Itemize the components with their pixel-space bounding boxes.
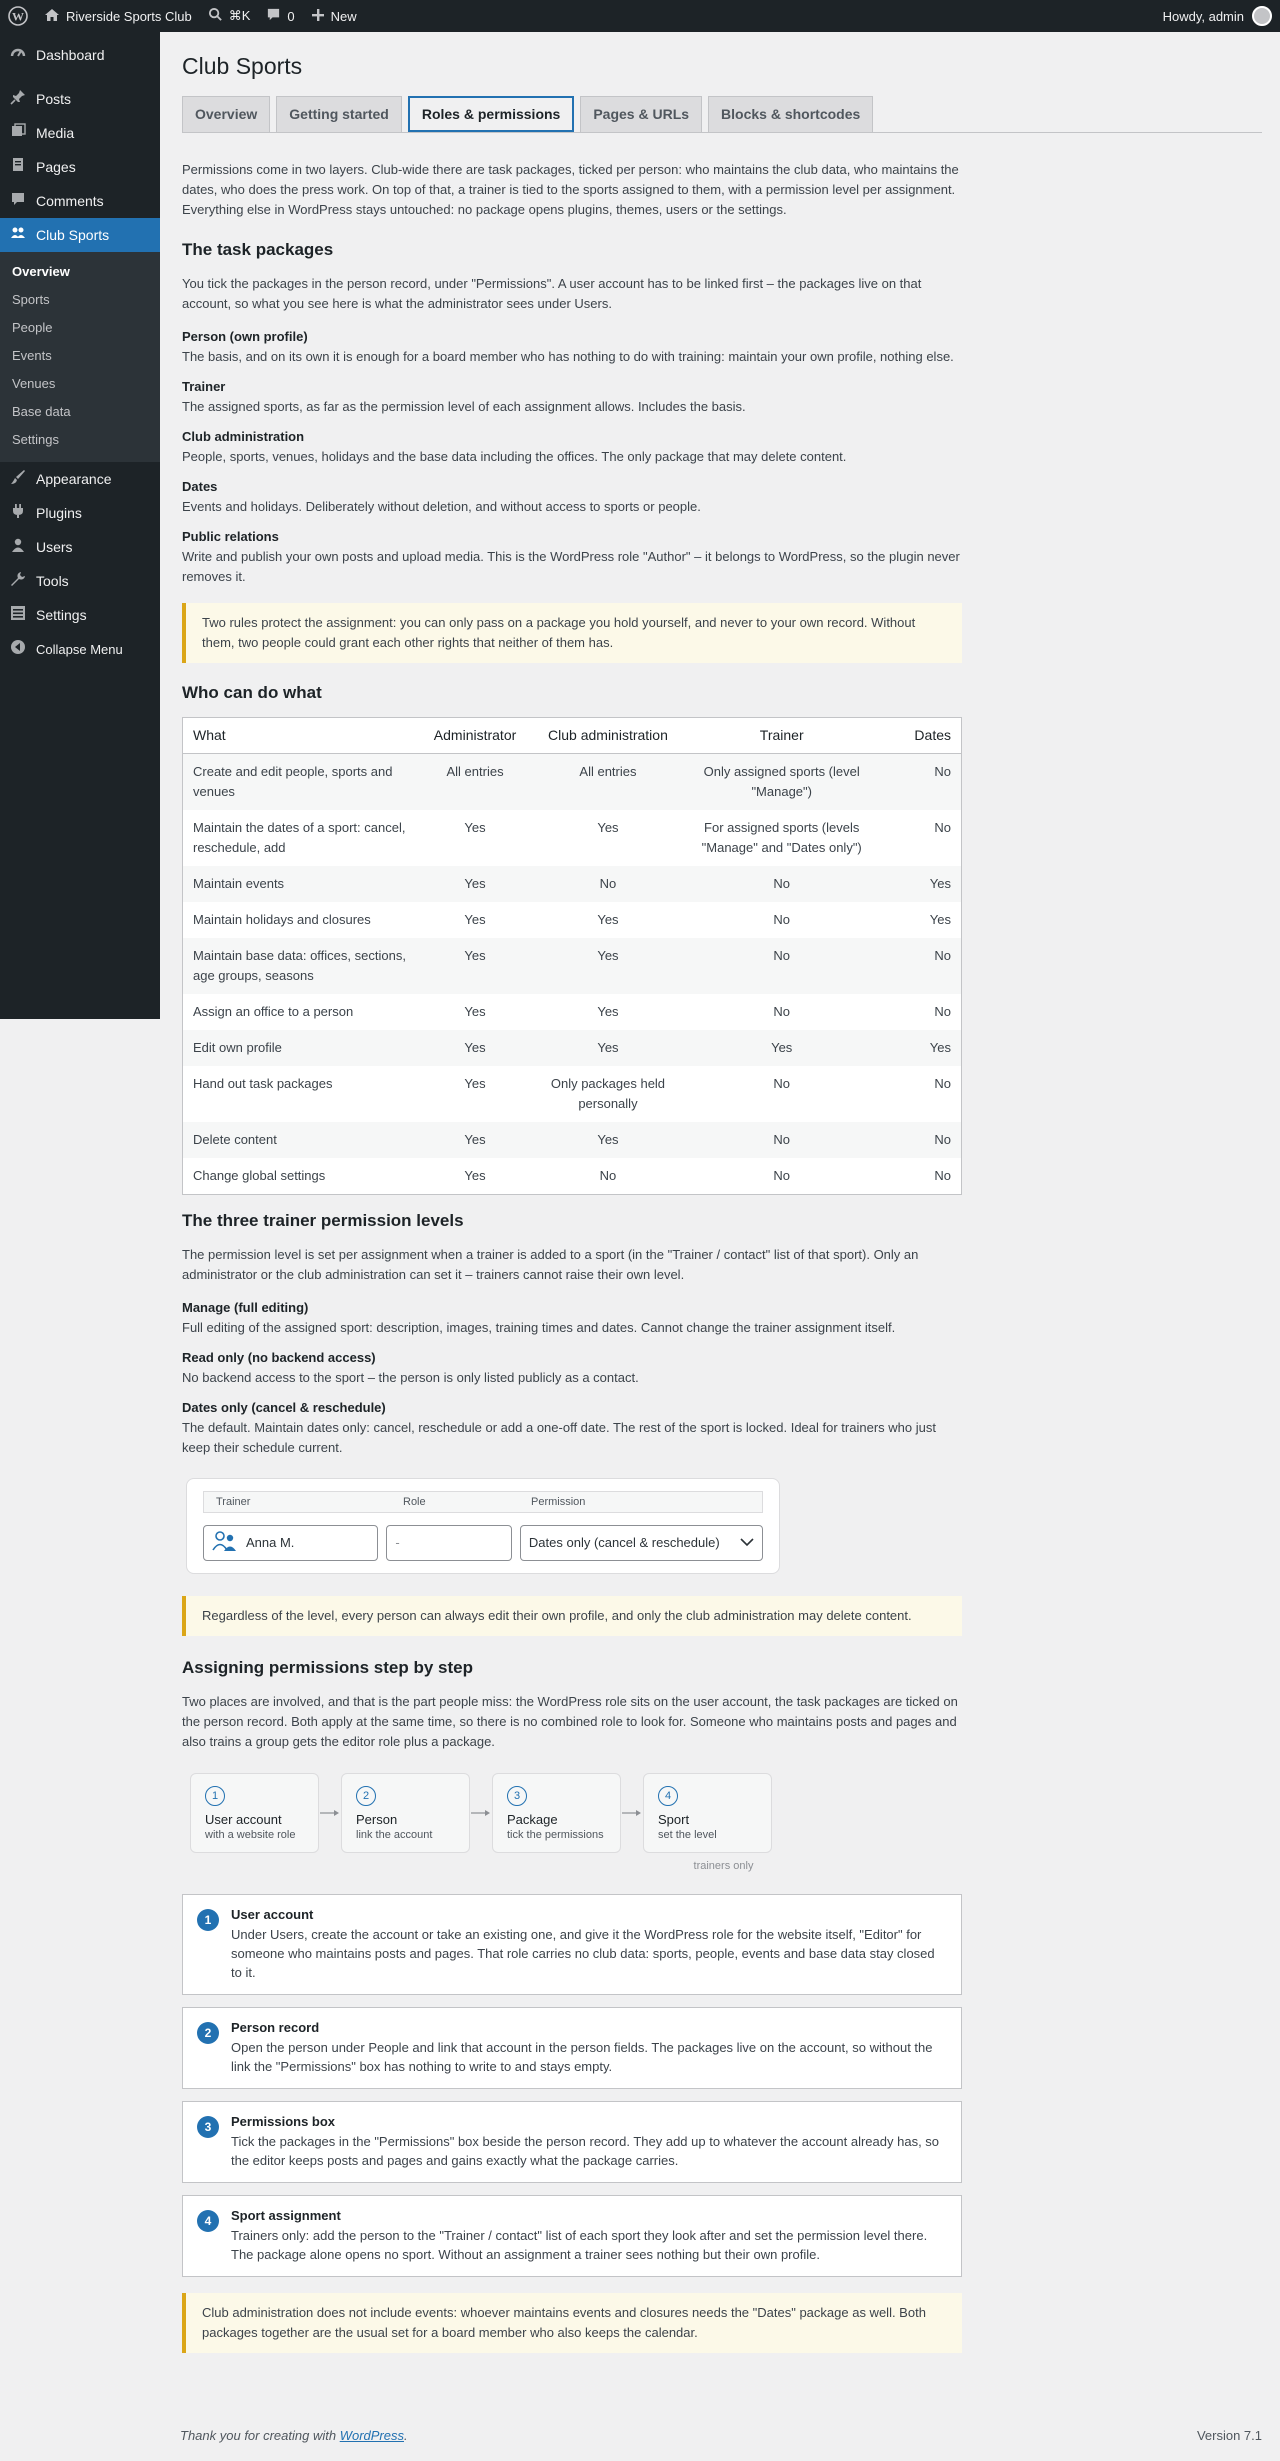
arrow-right-icon — [621, 1773, 643, 1853]
step-card-number: 3 — [197, 2116, 219, 2138]
plug-icon — [8, 503, 28, 523]
pin-icon — [8, 89, 28, 109]
table-cell: Yes — [534, 1122, 682, 1158]
col-trainer: Trainer — [682, 717, 882, 753]
col-club-administration: Club administration — [534, 717, 682, 753]
table-body — [183, 753, 962, 1194]
table-row — [183, 938, 962, 994]
table-header-row — [183, 717, 962, 753]
menu-settings[interactable] — [0, 598, 160, 632]
svg-text:W: W — [12, 9, 24, 24]
table-cell: Only assigned sports (level "Manage") — [682, 753, 882, 810]
table-cell: No — [882, 938, 962, 994]
step-subtitle: tick the permissions — [507, 1828, 604, 1841]
level-item — [182, 1298, 962, 1338]
table-cell: Maintain holidays and closures — [193, 911, 371, 927]
steps-flow — [190, 1773, 962, 1872]
menu-appearance[interactable] — [0, 462, 160, 496]
step-subtitle: set the level — [658, 1828, 717, 1841]
package-term: Person (own profile) — [182, 328, 308, 344]
table-cell: Yes — [464, 1167, 486, 1183]
flow-step-sport — [643, 1773, 772, 1853]
table-cell: Yes — [416, 866, 534, 902]
table-cell: Only packages held personally — [550, 1075, 666, 1111]
table-cell: Yes — [464, 819, 486, 835]
menu-posts[interactable] — [0, 82, 160, 116]
table-row — [183, 1030, 962, 1066]
table-cell: Maintain base data: offices, sections, age groups, seasons — [183, 938, 417, 994]
new-content-link[interactable] — [303, 0, 365, 32]
footer-thanks-text: Thank you for creating with — [180, 2428, 337, 2443]
table-cell: Yes — [464, 1075, 486, 1091]
table-cell: Hand out task packages — [193, 1075, 333, 1091]
step-card-title: Sport assignment — [231, 2207, 341, 2223]
table-cell: Yes — [682, 1030, 882, 1066]
step-card-number: 4 — [197, 2210, 219, 2232]
collapse-icon — [8, 639, 28, 659]
table-row — [183, 866, 962, 902]
level-desc: No backend access to the sport – the person is only listed publicly as a contact. — [182, 1369, 639, 1385]
site-name: Riverside Sports Club — [66, 8, 192, 24]
package-item — [182, 527, 962, 587]
role-field[interactable]: - — [386, 1525, 512, 1561]
table-cell: No — [934, 819, 951, 835]
dashboard-icon — [8, 45, 28, 65]
intro-text: Permissions come in two layers. Club-wide there are task packages, ticked per person: who maintains the club data, who maintains the dates, who does the press work. On top of that, a trainer is tied to the sports assigned to them, with a permission level per assignment. Everything else in WordPress stays untouched: no package opens plugins, themes, users or the settings. — [182, 161, 959, 217]
tab-roles-permissions[interactable]: Roles & permissions — [408, 96, 575, 132]
content-area — [182, 32, 1262, 2353]
level-term: Read only (no backend access) — [182, 1349, 376, 1365]
levels-note: Regardless of the level, every person can always edit their own profile, and only the club administration may delete content. — [182, 1596, 962, 1636]
menu-label: Media — [36, 125, 75, 141]
menu-club-sports[interactable] — [0, 218, 160, 252]
step-number: 1 — [205, 1786, 225, 1806]
tab-content — [182, 160, 962, 2353]
admin-footer — [180, 2428, 1262, 2443]
table-cell: No — [773, 911, 791, 927]
table-cell: No — [934, 1003, 951, 1019]
table-cell: No — [682, 1122, 882, 1158]
table-row — [183, 1122, 962, 1158]
wrench-icon — [8, 571, 28, 591]
step-subtitle: with a website role — [205, 1828, 296, 1841]
tab-pages-urls[interactable]: Pages & URLs — [580, 96, 702, 132]
table-cell: Yes — [464, 911, 486, 927]
menu-label: Plugins — [36, 505, 82, 521]
step-subtitle: link the account — [356, 1828, 433, 1841]
example-row — [203, 1525, 763, 1561]
levels-intro: The permission level is set per assignment when a trainer is added to a sport (in the "Trainer / contact" list of that sport). Only an administrator or the club administration can set it – trainers cannot raise their own level. — [182, 1246, 919, 1282]
menu-plugins[interactable] — [0, 496, 160, 530]
submenu-events[interactable]: Events — [12, 348, 52, 363]
menu-label: Pages — [36, 159, 76, 175]
table-cell: No — [773, 1167, 791, 1183]
avatar — [1252, 6, 1272, 26]
menu-comments[interactable] — [0, 184, 160, 218]
table-cell: Yes — [416, 938, 534, 994]
command-palette-button[interactable] — [200, 0, 259, 32]
level-term: Dates only (cancel & reschedule) — [182, 1399, 386, 1415]
comments-icon — [8, 191, 28, 211]
table-cell: For assigned sports (levels "Manage" and "Dates only") — [701, 819, 862, 855]
comment-bubble-icon — [266, 7, 281, 25]
package-term: Trainer — [182, 378, 226, 394]
plus-icon — [311, 8, 325, 25]
menu-label: Collapse Menu — [36, 641, 123, 657]
settings-icon — [8, 605, 28, 625]
step-number: 4 — [658, 1786, 678, 1806]
table-cell: Yes — [464, 1003, 486, 1019]
step-card-sport-assignment — [182, 2195, 962, 2277]
arrow-right-icon — [319, 1773, 341, 1853]
table-cell: No — [773, 1075, 791, 1091]
menu-label: Posts — [36, 91, 72, 107]
permission-selected: Dates only (cancel & reschedule) — [528, 1535, 720, 1551]
table-cell: Yes — [597, 911, 619, 927]
submenu-base-data[interactable]: Base data — [12, 404, 71, 419]
table-cell: Change global settings — [193, 1167, 326, 1183]
admin-bar — [0, 0, 1280, 32]
new-label: New — [330, 8, 357, 24]
table-cell: Yes — [534, 1030, 682, 1066]
user-icon — [8, 537, 28, 557]
package-item — [182, 327, 962, 367]
step-number: 3 — [507, 1786, 527, 1806]
table-cell: Yes — [416, 1122, 534, 1158]
permission-select[interactable] — [520, 1525, 763, 1561]
table-cell: Yes — [534, 938, 682, 994]
table-cell: No — [773, 1003, 791, 1019]
step-card-desc: Open the person under People and link that account in the person fields. The packages live on the account, so without the link the "Permissions" box has nothing to write to and stays empty. — [231, 2039, 933, 2074]
tab-getting-started[interactable]: Getting started — [276, 96, 402, 132]
level-item — [182, 1398, 962, 1458]
col-what: What — [183, 717, 417, 753]
level-item — [182, 1348, 962, 1388]
greeting: Howdy, admin — [1162, 8, 1244, 24]
package-desc: The assigned sports, as far as the permission level of each assignment allows. Includes the basis. — [182, 398, 746, 414]
table-cell: Yes — [597, 1003, 619, 1019]
table-cell: No — [934, 1167, 951, 1183]
search-icon — [208, 7, 223, 25]
pages-icon — [8, 157, 28, 177]
step-card-title: Person record — [231, 2019, 320, 2035]
table-cell: No — [882, 753, 962, 810]
table-cell: No — [934, 1075, 951, 1091]
table-row — [183, 753, 962, 810]
permissions-table — [182, 717, 962, 1195]
table-cell: Delete content — [183, 1122, 417, 1158]
menu-label: Appearance — [36, 471, 112, 487]
menu-label: Comments — [36, 193, 104, 209]
menu-tools[interactable] — [0, 564, 160, 598]
site-name-link[interactable] — [36, 0, 200, 32]
steps-intro: Two places are involved, and that is the part people miss: the WordPress role sits on the user account, the task packages are ticked on the person record. Both apply at the same time, so there is no combined role to look for. Someone who maintains posts and pages and also trains a group gets the editor role plus a package. — [182, 1693, 958, 1749]
menu-label: Club Sports — [36, 227, 110, 243]
packages-note: Two rules protect the assignment: you can only pass on a package you hold yourself, and never to your own record. Without them, two people could grant each other rights that neither of them has. — [182, 603, 962, 663]
example-col-role: Role — [403, 1495, 426, 1508]
menu-label: Users — [36, 539, 73, 555]
step-card-title: Permissions box — [231, 2113, 336, 2129]
steps-heading: Assigning permissions step by step — [182, 1657, 473, 1677]
step-title: Package — [507, 1811, 558, 1827]
table-row — [183, 994, 962, 1030]
levels-heading: The three trainer permission levels — [182, 1210, 464, 1230]
flow-step-package — [492, 1773, 621, 1853]
submenu-people[interactable]: People — [12, 320, 53, 335]
table-cell: All entries — [534, 753, 682, 810]
level-desc: The default. Maintain dates only: cancel, reschedule or add a one-off date. The rest of the sport is locked. Ideal for trainers who just keep their schedule current. — [182, 1419, 936, 1455]
col-administrator: Administrator — [416, 717, 534, 753]
chevron-down-icon — [740, 1535, 754, 1550]
trainer-field[interactable] — [203, 1525, 378, 1561]
table-cell: All entries — [416, 753, 534, 810]
comments-count: 0 — [287, 8, 295, 24]
submenu-sports[interactable]: Sports — [12, 292, 50, 307]
home-icon — [44, 7, 60, 26]
table-cell: Create and edit people, sports and venues — [183, 753, 417, 810]
page-title: Club Sports — [182, 53, 303, 79]
admin-sidebar — [0, 32, 160, 1019]
step-card-person-record — [182, 2007, 962, 2089]
search-shortcut: ⌘K — [228, 8, 251, 23]
table-cell: Yes — [416, 1030, 534, 1066]
step-title: Sport — [658, 1811, 690, 1827]
matrix-heading: Who can do what — [182, 682, 322, 702]
menu-label: Tools — [36, 573, 69, 589]
footer-thanks — [180, 2428, 408, 2443]
menu-label: Dashboard — [36, 47, 105, 63]
package-term: Public relations — [182, 528, 279, 544]
step-card-number: 2 — [197, 2022, 219, 2044]
table-cell: Yes — [882, 866, 962, 902]
table-cell: No — [682, 938, 882, 994]
trainer-assignment-example — [186, 1478, 780, 1574]
table-row — [183, 1066, 962, 1122]
tab-overview[interactable]: Overview — [182, 96, 270, 132]
table-cell: No — [682, 866, 882, 902]
table-row — [183, 1158, 962, 1195]
package-desc: The basis, and on its own it is enough for a board member who has nothing to do with training: maintain your own profile, nothing else. — [182, 348, 954, 364]
package-desc: People, sports, venues, holidays and the base data including the offices. The only package that may delete content. — [182, 448, 847, 464]
table-cell: No — [534, 866, 682, 902]
step-card-user-account — [182, 1894, 962, 1995]
menu-users[interactable] — [0, 530, 160, 564]
flow-step-user-account — [190, 1773, 319, 1853]
col-dates: Dates — [882, 717, 962, 753]
table-cell: Yes — [597, 819, 619, 835]
media-icon — [8, 123, 28, 143]
club-sports-submenu — [0, 252, 160, 462]
table-row — [183, 810, 962, 866]
step-card-permissions-box — [182, 2101, 962, 2183]
package-item — [182, 427, 962, 467]
level-term: Manage (full editing) — [182, 1299, 309, 1315]
package-item — [182, 477, 962, 517]
menu-media[interactable] — [0, 116, 160, 150]
package-term: Dates — [182, 478, 218, 494]
example-header — [203, 1491, 763, 1513]
table-cell: No — [599, 1167, 617, 1183]
step-card-title: User account — [231, 1906, 314, 1922]
package-term: Club administration — [182, 428, 305, 444]
step-title: Person — [356, 1811, 398, 1827]
nav-tabs — [182, 96, 1262, 133]
wordpress-link[interactable]: WordPress — [339, 2428, 404, 2443]
comments-link[interactable] — [258, 0, 302, 32]
example-col-permission: Permission — [531, 1495, 586, 1508]
table-cell: Edit own profile — [183, 1030, 417, 1066]
footer-thanks-suffix: . — [404, 2428, 408, 2443]
level-desc: Full editing of the assigned sport: description, images, training times and dates. Cannot change the trainer assignment itself. — [182, 1319, 896, 1335]
table-cell: Assign an office to a person — [193, 1003, 354, 1019]
packages-intro: You tick the packages in the person record, under "Permissions". A user account has to be linked first – the packages live on that account, so what you see here is what the administrator sees under Users. — [182, 275, 922, 311]
step-card-desc: Trainers only: add the person to the "Trainer / contact" list of each sport they look after and set the permission level there. The package alone opens no sport. Without an assignment a trainer sees nothing but their own profile. — [231, 2227, 928, 2262]
table-row — [183, 902, 962, 938]
tab-blocks-shortcodes[interactable]: Blocks & shortcodes — [708, 96, 873, 132]
trainer-value: Anna M. — [246, 1535, 295, 1551]
example-col-trainer: Trainer — [216, 1495, 251, 1508]
table-cell: Maintain the dates of a sport: cancel, reschedule, add — [193, 819, 406, 855]
flow-note: trainers only — [693, 1859, 754, 1872]
table-cell: Yes — [929, 911, 951, 927]
menu-pages[interactable] — [0, 150, 160, 184]
steps-note: Club administration does not include events: whoever maintains events and closures needs the "Dates" package as well. Both packages together are the usual set for a board member who also keeps the calendar. — [182, 2293, 962, 2353]
table-cell: Yes — [882, 1030, 962, 1066]
account-menu[interactable] — [1163, 6, 1280, 26]
package-desc: Write and publish your own posts and upload media. This is the WordPress role "Author" – it belongs to WordPress, so the plugin never removes it. — [182, 548, 960, 584]
packages-heading: The task packages — [182, 239, 334, 259]
step-title: User account — [205, 1811, 282, 1827]
submenu-settings[interactable]: Settings — [12, 432, 59, 447]
table-cell: Maintain events — [183, 866, 417, 902]
submenu-venues[interactable]: Venues — [12, 376, 56, 391]
menu-collapse[interactable] — [0, 632, 160, 666]
package-item — [182, 377, 962, 417]
menu-dashboard[interactable] — [0, 38, 160, 72]
menu-label: Settings — [36, 607, 87, 623]
people-icon — [212, 1530, 238, 1555]
step-card-desc: Under Users, create the account or take an existing one, and give it the WordPress role for the website itself, "Editor" for someone who maintains posts and pages. That role carries no club data: sports, people, events and base data stay closed to it. — [231, 1926, 935, 1980]
step-cards — [182, 1894, 962, 2277]
brush-icon — [8, 469, 28, 489]
step-card-number: 1 — [197, 1909, 219, 1931]
flow-step-person — [341, 1773, 470, 1853]
step-number: 2 — [356, 1786, 376, 1806]
step-card-desc: Tick the packages in the "Permissions" box beside the person record. They add up to whatever the account already has, so the editor keeps posts and pages and gains exactly what the package carries. — [231, 2133, 940, 2168]
arrow-right-icon — [470, 1773, 492, 1853]
groups-icon — [8, 225, 28, 245]
table-cell: No — [882, 1122, 962, 1158]
footer-version: Version 7.1 — [1196, 2428, 1262, 2443]
package-desc: Events and holidays. Deliberately without deletion, and without access to sports or people. — [182, 498, 701, 514]
wordpress-logo-icon[interactable] — [0, 0, 36, 32]
submenu-overview[interactable]: Overview — [12, 264, 70, 279]
